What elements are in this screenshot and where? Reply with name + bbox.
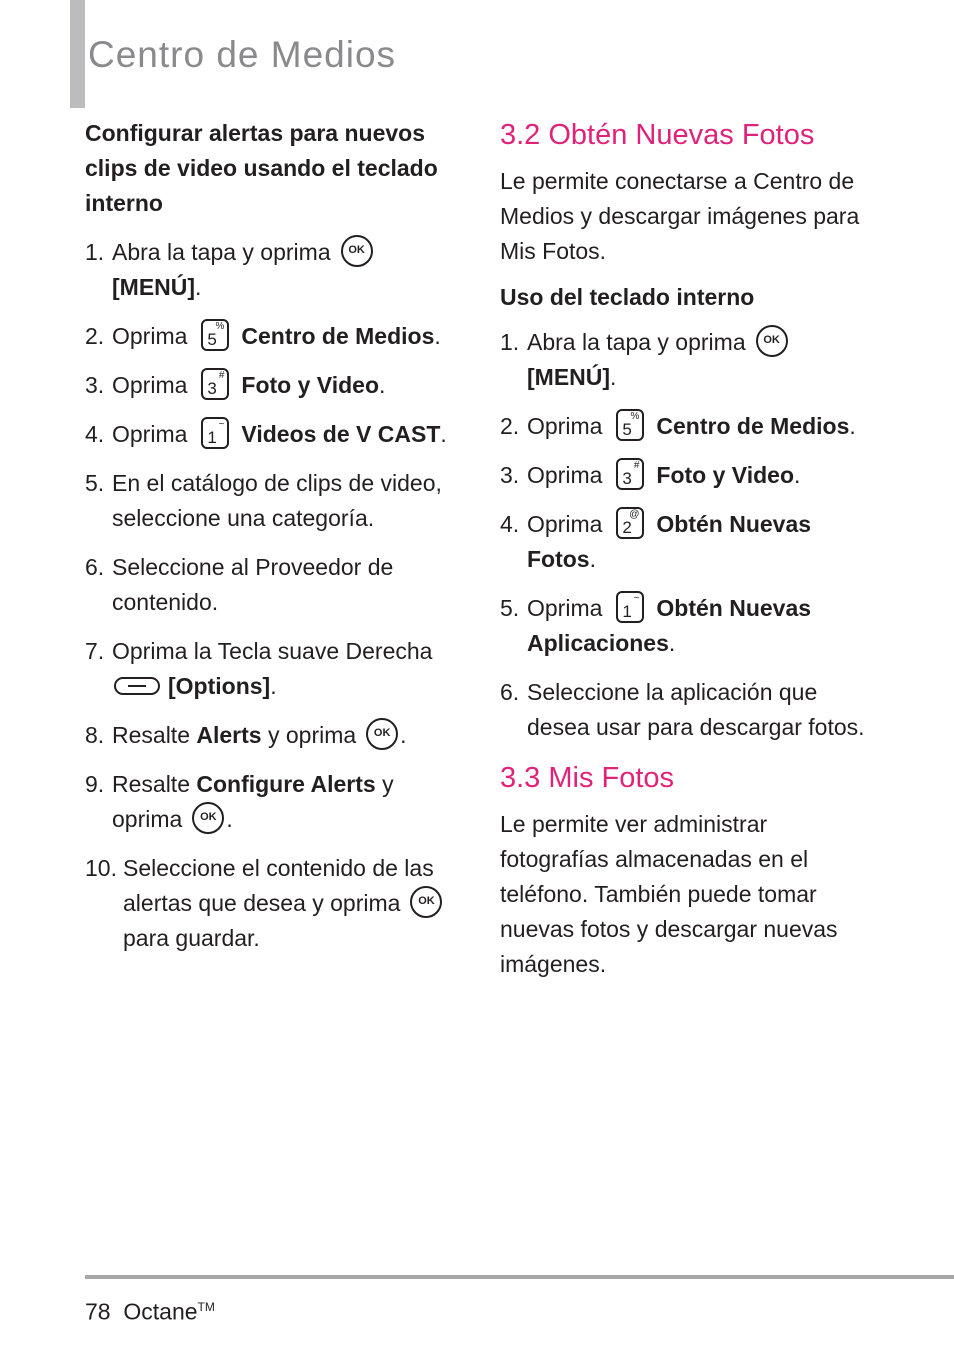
trademark-mark: TM: [197, 1300, 215, 1314]
right-column: [500, 116, 870, 993]
list-item: 5. En el catálogo de clips de video, seleccione una categoría.: [85, 470, 442, 531]
key-3-icon: 3 #: [201, 368, 229, 400]
footer-rule: [85, 1275, 954, 1279]
title-bar: [70, 0, 85, 108]
right-soft-key-icon: [114, 677, 160, 695]
list-item: 1. Abra la tapa y oprima OK [MENÚ].: [500, 325, 870, 395]
subheading: Uso del teclado interno: [500, 284, 755, 310]
key-1-icon: 1 ~: [201, 417, 229, 449]
key-1-icon: 1 ~: [616, 591, 644, 623]
left-column: [85, 116, 455, 970]
list-item: 6. Seleccione al Proveedor de contenido.: [85, 554, 394, 615]
ok-key-icon: OK: [756, 325, 788, 357]
list-item: 3. Oprima 3 # Foto y Video.: [500, 459, 801, 488]
right-steps: [500, 325, 870, 745]
list-item: 6. Seleccione la aplicación que desea usar para descargar fotos.: [500, 679, 865, 740]
section-description: Le permite ver administrar fotografías almacenadas en el teléfono. También puede tomar nuevas fotos y descargar nuevas imágenes.: [500, 811, 838, 977]
key-2-icon: 2 @: [616, 507, 644, 539]
list-item: 10. Seleccione el contenido de las alertas que desea y oprima OK para guardar.: [85, 851, 455, 956]
section-title-mis-fotos: 3.3 Mis Fotos: [500, 762, 675, 794]
list-item: 7. Oprima la Tecla suave Derecha [Options].: [85, 638, 433, 699]
list-item: 4. Oprima 2 @ Obtén Nuevas Fotos.: [500, 508, 812, 572]
ok-key-icon: OK: [192, 802, 224, 834]
footer: [85, 1292, 215, 1327]
list-item: 2. Oprima 5 % Centro de Medios.: [500, 410, 856, 439]
key-3-icon: 3 #: [616, 458, 644, 490]
section-title-obten-nuevas-fotos: 3.2 Obtén Nuevas Fotos: [500, 119, 815, 151]
ok-key-icon: OK: [341, 235, 373, 267]
key-5-icon: 5 %: [201, 319, 229, 351]
list-item: 9. Resalte Configure Alerts y oprima OK .: [85, 771, 394, 832]
key-5-icon: 5 %: [616, 409, 644, 441]
ok-key-icon: OK: [366, 718, 398, 750]
list-item: 2. Oprima 5 % Centro de Medios.: [85, 320, 441, 349]
list-item: 4. Oprima 1 ~ Videos de V CAST.: [85, 418, 447, 447]
list-item: 1. Abra la tapa y oprima OK [MENÚ].: [85, 235, 455, 305]
left-steps: [85, 235, 455, 956]
list-item: 5. Oprima 1 ~ Obtén Nuevas Aplicaciones.: [500, 592, 812, 656]
section-description: Le permite conectarse a Centro de Medios y descargar imágenes para Mis Fotos.: [500, 168, 860, 264]
page-title: Centro de Medios: [88, 34, 397, 75]
ok-key-icon: OK: [410, 886, 442, 918]
page-number: 78: [85, 1298, 111, 1325]
list-item: 3. Oprima 3 # Foto y Video.: [85, 369, 386, 398]
product-name: Octane: [123, 1298, 198, 1325]
left-heading: Configurar alertas para nuevos clips de video usando el teclado interno: [85, 120, 438, 216]
list-item: 8. Resalte Alerts y oprima OK .: [85, 718, 455, 753]
